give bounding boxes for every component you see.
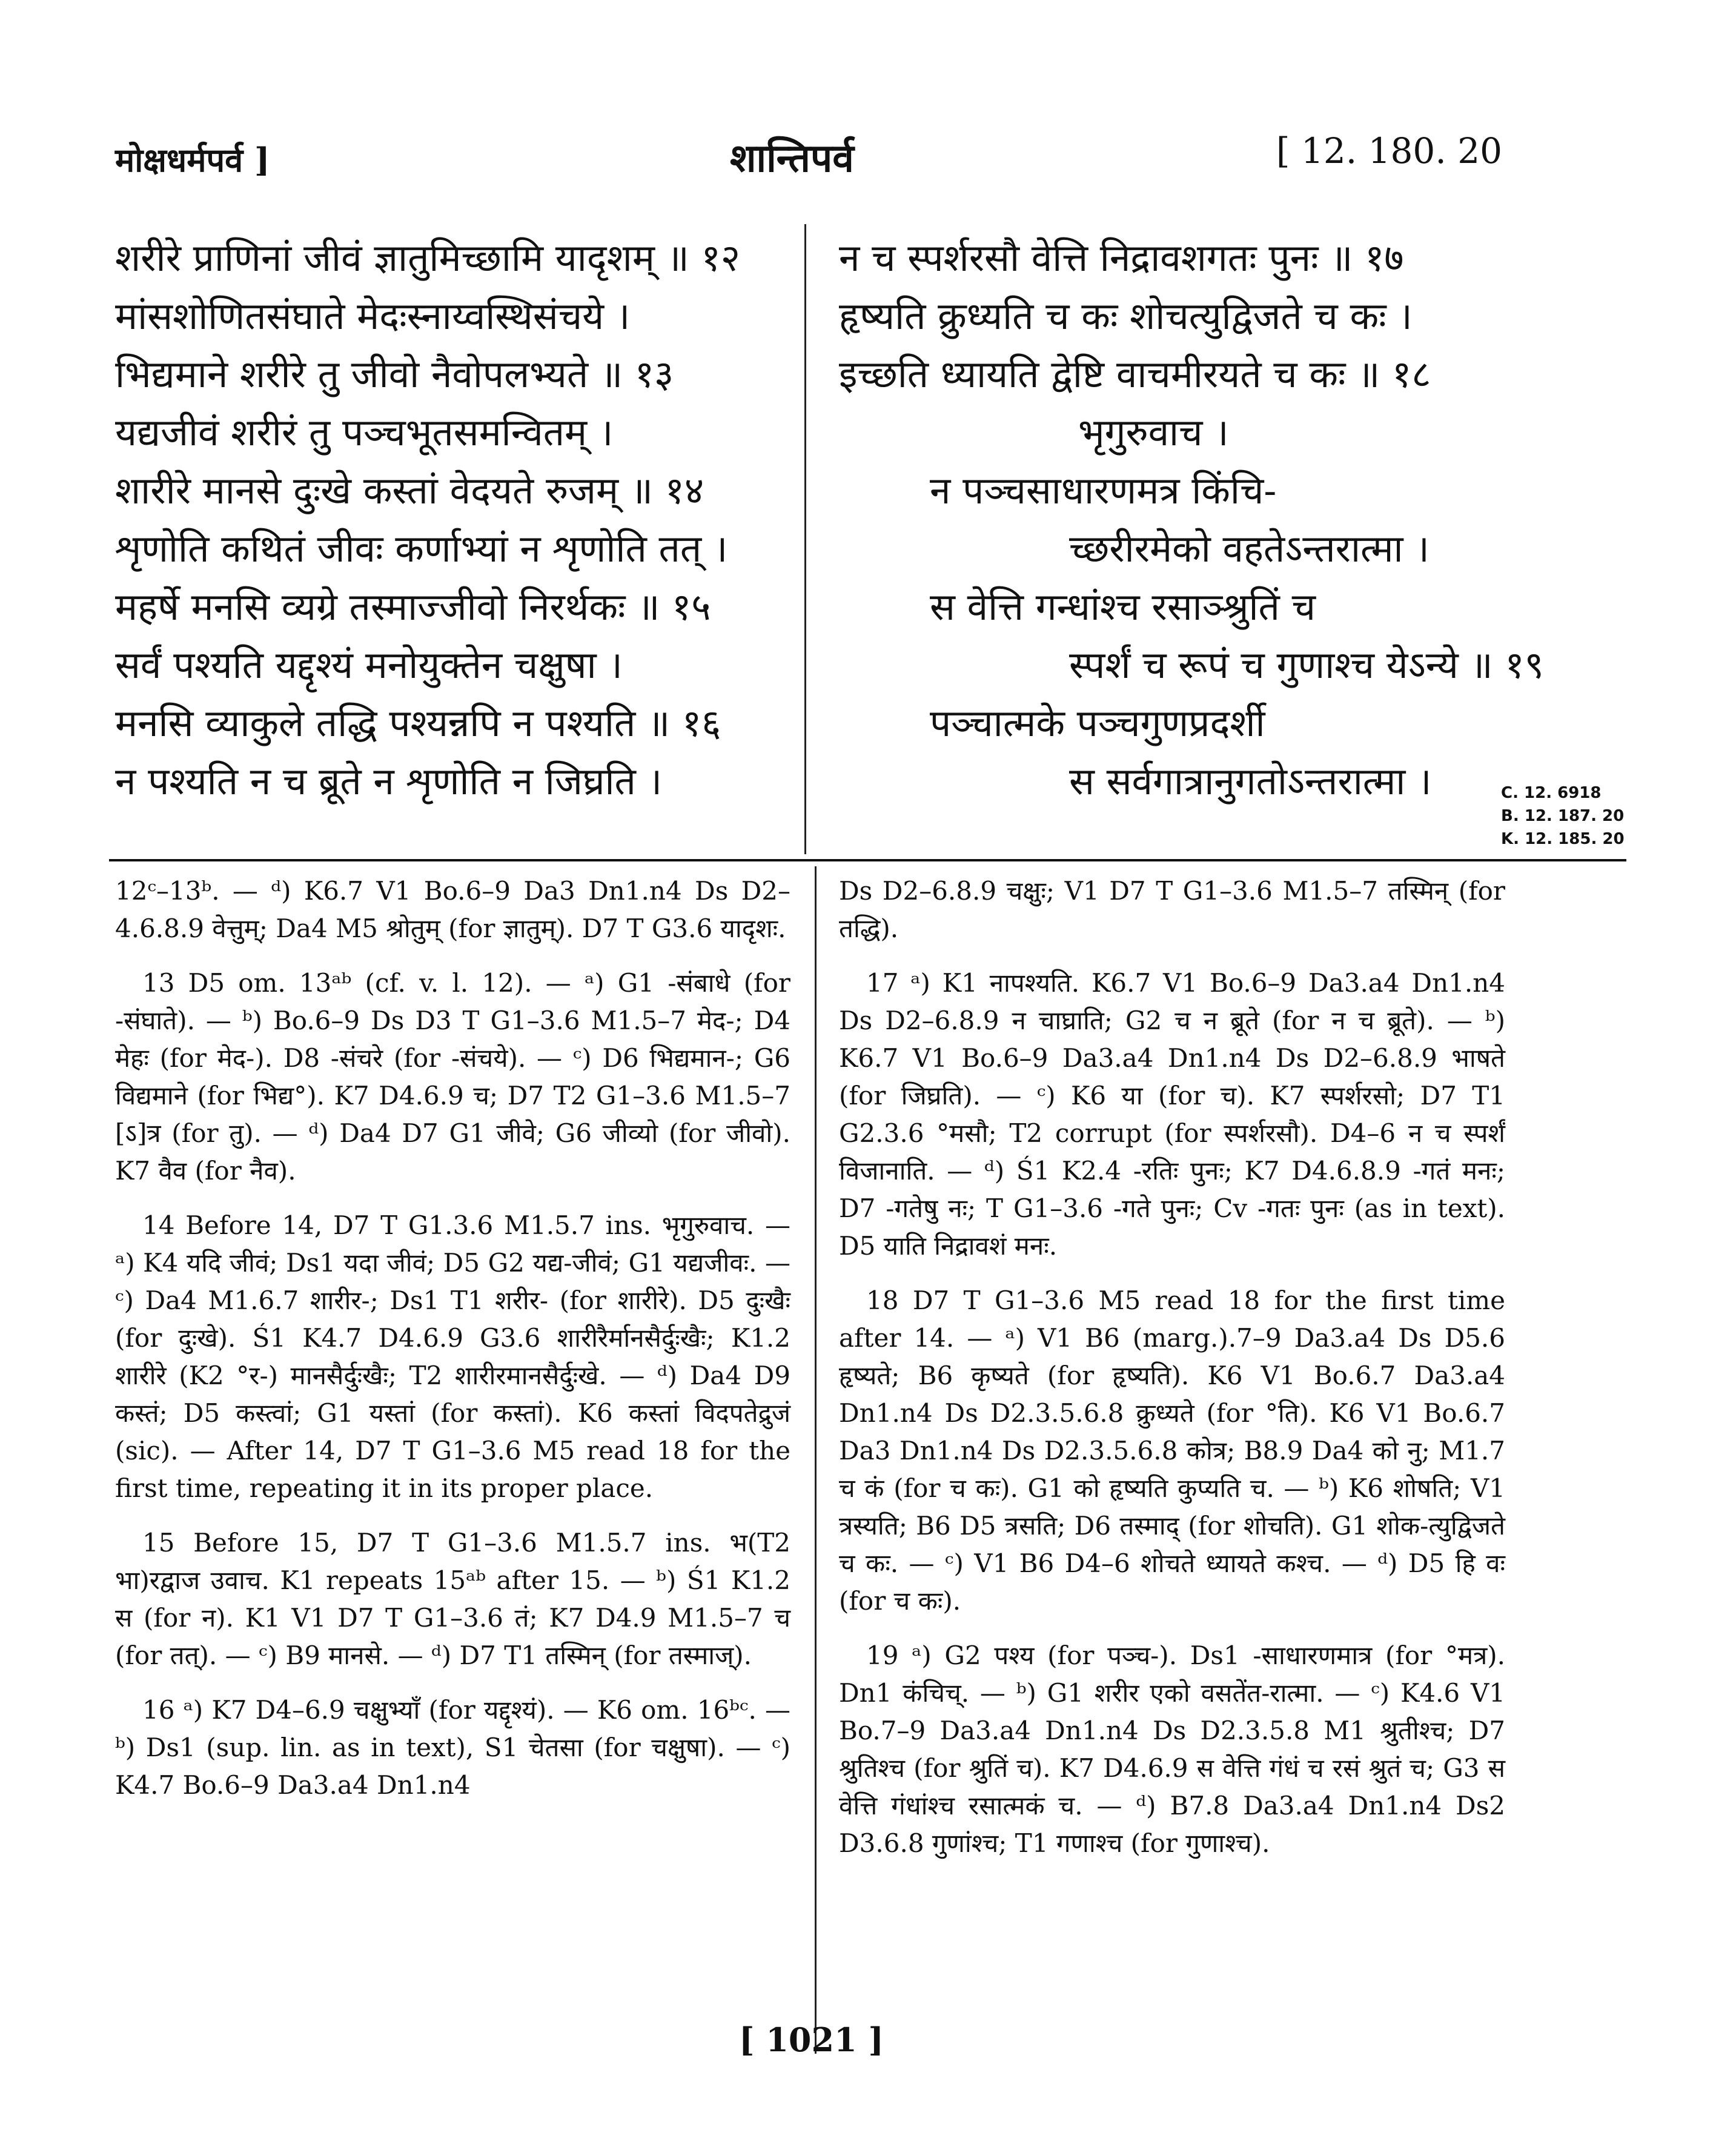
running-header [115,130,1502,191]
note-paragraph: 15 Before 15, D7 T G1–3.6 M1.5.7 ins. भ(T2 भा)रद्वाज उवाच. K1 repeats 15ᵃᵇ after 15. — ᵇ) Ś1 K1.2 स (for न). K1 V1 D7 T G1–3.6 तं; K7 D4.9 M1.5–7 च (for तत्). — ᶜ) B9 मानसे. — ᵈ) D7 T1 तस्मिन् (for तस्माज्). [115,1528,790,1670]
verse-line: मनसि व्याकुले तद्धि पश्यन्नपि न पश्यति ॥ १६ [115,701,721,745]
verse-line: मांसशोणितसंघाते मेदःस्नाय्वस्थिसंचये । [115,294,631,338]
note-paragraph: 19 ᵃ) G2 पश्य (for पञ्च-). Ds1 -साधारणमात्र (for °मत्र). Dn1 कंचिच्. — ᵇ) G1 शरीर एको वसतेंत-रात्मा. — ᶜ) K4.6 V1 Bo.7–9 Da3.a4 Dn1.n4 Ds D2.3.5.8 M1 श्रुतीश्च; D7 श्रुतिश्च (for श्रुतिं च). K7 D4.6.9 स वेत्ति गंधं च रसं श्रुतं च; G3 स वेत्ति गंधांश्च रसात्मकं च. — ᵈ) B7.8 Da3.a4 Dn1.n4 Ds2 D3.6.8 गुणांश्च; T1 गणाश्च (for गुणाश्च). [839,1641,1505,1858]
header-verse-reference: [ 12. 180. 20 [1276,130,1502,171]
verse-line: न पञ्चसाधारणमत्र किंचि- [930,468,1277,513]
cross-ref-kumbhakonam: K. 12. 185. 20 [1501,830,1625,848]
header-book-title: शान्तिपर्व [730,136,854,181]
verse-line: च्छरीरमेको वहतेऽन्तरात्मा । [1069,526,1430,571]
cross-ref-calcutta: C. 12. 6918 [1501,784,1602,802]
verse-line: शरीरे प्राणिनां जीवं ज्ञातुमिच्छामि यादृशम् ॥ १२ [115,236,740,280]
verse-line: स सर्वगात्रानुगतोऽन्तरात्मा । [1069,759,1432,803]
cross-references [1501,781,1625,851]
critical-notes-right [839,872,1505,1879]
verse-column-divider [804,224,806,854]
verse-line: भिद्यमाने शरीरे तु जीवो नैवोपलभ्यते ॥ १३ [115,352,674,396]
verse-line: शारीरे मानसे दुःखे कस्तां वेदयते रुजम् ॥ १४ [115,468,704,513]
verses-right-column [839,229,1544,811]
verse-line: स्पर्शं च रूपं च गुणाश्च येऽन्ये ॥ १९ [1069,643,1544,687]
verse-line: शृणोति कथितं जीवः कर्णाभ्यां न शृणोति तत् । [115,526,728,571]
verse-line: यद्यजीवं शरीरं तु पञ्चभूतसमन्वितम् । [115,410,614,454]
text-apparatus-separator [109,859,1626,861]
page-number: [ 1021 ] [739,2020,884,2059]
speaker-heading: भृगुरुवाच । [1078,410,1229,454]
note-paragraph: 12ᶜ–13ᵇ. — ᵈ) K6.7 V1 Bo.6–9 Da3 Dn1.n4 Ds D2–4.6.8.9 वेत्तुम्; Da4 M5 श्रोतुम् (for ज्ञातुम्). D7 T G3.6 यादृशः. [115,876,790,943]
header-section-title: मोक्षधर्मपर्व ] [115,141,270,179]
note-paragraph: 13 D5 om. 13ᵃᵇ (cf. v. l. 12). — ᵃ) G1 -संबाधे (for -संघाते). — ᵇ) Bo.6–9 Ds D3 T G1–3.6 M1.5–7 मेद-; D4 मेहः (for मेद-). D8 -संचरे (for -संचये). — ᶜ) D6 भिद्यमान-; G6 विद्यमाने (for भिद्य°). K7 D4.6.9 च; D7 T2 G1–3.6 M1.5–7 [ऽ]त्र (for तु). — ᵈ) Da4 D7 G1 जीवे; G6 जीव्यो (for जीवो). K7 वैव (for नैव). [115,968,790,1186]
verse-line: महर्षे मनसि व्यग्रे तस्माज्जीवो निरर्थकः ॥ १५ [115,585,711,629]
note-paragraph: 17 ᵃ) K1 नापश्यति. K6.7 V1 Bo.6–9 Da3.a4 Dn1.n4 Ds D2–6.8.9 न चाघ्राति; G2 च न ब्रूते (for न च ब्रूते). — ᵇ) K6.7 V1 Bo.6–9 Da3.a4 Dn1.n4 Ds D2–6.8.9 भाषते (for जिघ्रति). — ᶜ) K6 या (for च). K7 स्पर्शरसो; D7 T1 G2.3.6 °मसौ; T2 corrupt (for स्पर्शरसौ). D4–6 न च स्पर्शं विजानाति. — ᵈ) Ś1 K2.4 -रतिः पुनः; K7 D4.6.8.9 -गतं मनः; D7 -गतेषु नः; T G1–3.6 -गते पुनः; Cv -गतः पुनः (as in text). D5 याति निद्रावशं मनः. [839,968,1505,1261]
verse-line: न पश्यति न च ब्रूते न शृणोति न जिघ्रति । [115,759,663,803]
note-paragraph: 14 Before 14, D7 T G1.3.6 M1.5.7 ins. भृगुरुवाच. — ᵃ) K4 यदि जीवं; Ds1 यदा जीवं; D5 G2 यद्य-जीवं; G1 यद्यजीवः. — ᶜ) Da4 M1.6.7 शारीर-; Ds1 T1 शरीर- (for शारीरे). D5 दुःखैः (for दुःखे). Ś1 K4.7 D4.6.9 G3.6 शारीरैर्मानसैर्दुःखैः; K1.2 शारीरे (K2 °र-) मानसैर्दुःखैः; T2 शारीरमानसैर्दुःखे. — ᵈ) Da4 D9 कस्तं; D5 कस्त्वां; G1 यस्तां (for कस्तां). K6 कस्तां विदपतेद्रुजं (sic). — After 14, D7 T G1–3.6 M5 read 18 for the first time, repeating it in its proper place. [115,1210,790,1503]
verses-left-column [115,229,793,811]
cross-ref-bombay: B. 12. 187. 20 [1501,807,1625,825]
verse-line: हृष्यति क्रुध्यति च कः शोचत्युद्विजते च कः । [839,294,1413,338]
note-paragraph: 16 ᵃ) K7 D4–6.9 चक्षुभ्याँ (for यद्दृश्यं). — K6 om. 16ᵇᶜ. — ᵇ) Ds1 (sup. lin. as in text), S1 चेतसा (for चक्षुषा). — ᶜ) K4.7 Bo.6–9 Da3.a4 Dn1.n4 [115,1695,790,1800]
note-paragraph: Ds D2–6.8.9 चक्षुः; V1 D7 T G1–3.6 M1.5–7 तस्मिन् (for तद्धि). [839,876,1505,943]
verse-line: इच्छति ध्यायति द्वेष्टि वाचमीरयते च कः ॥ १८ [839,352,1431,396]
verse-line: न च स्पर्शरसौ वेत्ति निद्रावशगतः पुनः ॥ १७ [839,236,1404,280]
verse-line: पञ्चात्मके पञ्चगुणप्रदर्शी [930,701,1265,745]
notes-column-divider [815,866,817,2054]
verse-line: सर्वं पश्यति यद्दृश्यं मनोयुक्तेन चक्षुषा । [115,643,623,687]
verse-line: स वेत्ति गन्धांश्च रसाञ्श्रुतिं च [930,585,1316,629]
note-paragraph: 18 D7 T G1–3.6 M5 read 18 for the first time after 14. — ᵃ) V1 B6 (marg.).7–9 Da3.a4 Ds D5.6 हृष्यते; B6 कृष्यते (for हृष्यति). K6 V1 Bo.6.7 Da3.a4 Dn1.n4 Ds D2.3.5.6.8 क्रुध्यते (for °ति). K6 V1 Bo.6.7 Da3 Dn1.n4 Ds D2.3.5.6.8 कोत्र; B8.9 Da4 को नु; M1.7 च कं (for च कः). G1 को हृष्यति कुप्यति च. — ᵇ) K6 शोषति; V1 त्रस्यति; B6 D5 त्रसति; D6 तस्माद् (for शोचति). G1 शोक-त्युद्विजते च कः. — ᶜ) V1 B6 D4–6 शोचते ध्यायते कश्च. — ᵈ) D5 हि वः (for च कः). [839,1286,1505,1616]
critical-notes-left [115,872,790,1821]
